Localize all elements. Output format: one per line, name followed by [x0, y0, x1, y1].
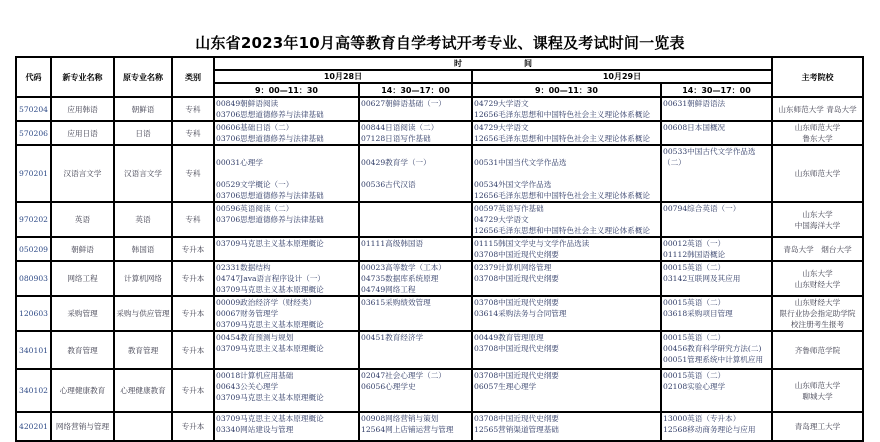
oct29-pm-courses: [661, 331, 772, 369]
course-item: 03708中国近现代史纲要: [474, 414, 559, 423]
course-item: 03709马克思主义基本原理概论: [216, 239, 324, 248]
course-item: 12656毛泽东思想和中国特色社会主义理论体系概论: [474, 110, 651, 119]
oct29-pm-courses: [661, 296, 772, 331]
course-item: 00844日语阅读（二）: [361, 123, 439, 132]
old-major-name: 教育管理: [114, 331, 172, 369]
table-row: [16, 296, 863, 331]
course-item: 03618采购项目管理: [663, 309, 733, 318]
old-major-name: 采购与供应管理: [114, 296, 172, 331]
major-code: 050209: [16, 237, 51, 261]
exam-schedule-table: [15, 56, 864, 442]
course-item: 03708中国近现代史纲要: [474, 298, 559, 307]
school-name: 山东师范大学: [794, 380, 841, 390]
header-old-major: 原专业名称: [114, 57, 172, 97]
header-oct29-am: 9：00—11：30: [472, 83, 661, 97]
major-code: 570206: [16, 121, 51, 145]
course-item: 03142互联网及其应用: [663, 274, 741, 283]
school-name: 齐鲁师范学院: [794, 345, 841, 355]
oct29-am-courses: [472, 237, 661, 261]
oct29-pm-courses: [661, 202, 772, 237]
oct28-pm-courses: [359, 261, 472, 296]
course-item: 03709马克思主义基本原理概论: [216, 344, 324, 353]
school-cell: [772, 261, 863, 296]
major-code: 970202: [16, 202, 51, 237]
course-item: 03615采购绩效管理: [361, 298, 431, 307]
oct28-am-courses: [214, 261, 359, 296]
new-major-name: 应用韩语: [51, 97, 114, 121]
old-major-name: 朝鲜语: [114, 97, 172, 121]
course-item: 03708中国近现代史纲要: [474, 274, 559, 283]
course-item: 00534外国文学作品选: [474, 180, 552, 189]
school-cell: [772, 202, 863, 237]
oct29-am-courses: [472, 331, 661, 369]
course-item: 04747Java语言程序设计（一）: [216, 274, 325, 283]
old-major-name: 心理健康教育: [114, 369, 172, 412]
oct28-am-courses: [214, 412, 359, 441]
course-item: 01111高级韩国语: [361, 239, 424, 248]
course-item: 00597英语写作基础: [474, 204, 544, 213]
oct29-am-courses: [472, 412, 661, 441]
course-item: 02108实验心理学: [663, 382, 726, 391]
header-oct29-pm: 14：30—17：00: [661, 83, 772, 97]
course-item: 01115韩国文学史与文学作品选读: [474, 239, 590, 248]
course-item: [361, 168, 470, 179]
course-item: 00015英语（二）: [663, 371, 726, 380]
major-code: 570204: [16, 97, 51, 121]
oct29-pm-courses: [661, 261, 772, 296]
course-item: 00018计算机应用基础: [216, 371, 294, 380]
course-item: 04729大学语文: [474, 215, 529, 224]
course-item: 00631朝鲜语语法: [663, 99, 726, 108]
course-item: 00015英语（二）: [663, 298, 726, 307]
level: 专科: [172, 121, 214, 145]
course-item: 03709马克思主义基本原理概论: [216, 393, 324, 402]
course-item: （二）: [663, 158, 686, 167]
header-time: 时 间: [214, 57, 772, 70]
course-item: 13000英语（专升本）: [663, 414, 741, 423]
course-item: [474, 168, 659, 179]
course-item: 06057生理心理学: [474, 382, 537, 391]
level: 专科: [172, 97, 214, 121]
new-major-name: 网络营销与管理: [51, 412, 114, 441]
new-major-name: 心理健康教育: [51, 369, 114, 412]
oct28-am-courses: [214, 97, 359, 121]
old-major-name: 汉语言文学: [114, 145, 172, 202]
page-title: 山东省2023年10月高等教育自学考试开考专业、课程及考试时间一览表: [195, 34, 685, 52]
course-item: 03706思想道德修养与法律基础: [216, 191, 324, 200]
table-row: [16, 237, 863, 261]
course-item: 03706思想道德修养与法律基础: [216, 215, 324, 224]
school-cell: [772, 237, 863, 261]
oct29-pm-courses: [661, 237, 772, 261]
course-item: 00015英语（二）: [663, 333, 726, 342]
course-item: 03709马克思主义基本原理概论: [216, 320, 324, 329]
course-item: [216, 168, 357, 179]
course-item: 12564网上店铺运营与管理: [361, 425, 454, 434]
header-school: 主考院校: [772, 57, 863, 97]
major-code: 420201: [16, 412, 51, 441]
course-item: 00908网络营销与策划: [361, 414, 439, 423]
header-oct28-pm: 14：30—17：00: [359, 83, 472, 97]
old-major-name: 日语: [114, 121, 172, 145]
course-item: 00429教育学（一）: [361, 158, 431, 167]
oct29-am-courses: [472, 97, 661, 121]
school-name: 中国海洋大学: [794, 220, 841, 230]
course-item: 00794综合英语（一）: [663, 204, 741, 213]
course-item: 03708中国近现代史纲要: [474, 344, 559, 353]
oct28-am-courses: [214, 202, 359, 237]
course-item: 03340网站建设与管理: [216, 425, 294, 434]
course-item: 04729大学语文: [474, 99, 529, 108]
level: 专升本: [172, 331, 214, 369]
course-item: 00454教育预测与规划: [216, 333, 294, 342]
oct29-am-courses: [472, 202, 661, 237]
course-item: 00608日本国概况: [663, 123, 726, 132]
header-code: 代码: [16, 57, 51, 97]
oct29-pm-courses: [661, 369, 772, 412]
level: 专升本: [172, 261, 214, 296]
school-cell: [772, 331, 863, 369]
course-item: 12565营销渠道管理基础: [474, 425, 559, 434]
major-code: 340102: [16, 369, 51, 412]
oct28-pm-courses: [359, 202, 472, 237]
course-item: 03709马克思主义基本原理概论: [216, 414, 324, 423]
oct29-pm-courses: [661, 412, 772, 441]
course-item: 00531中国当代文学作品选: [474, 158, 567, 167]
course-item: [361, 146, 470, 157]
new-major-name: 应用日语: [51, 121, 114, 145]
school-name: 聊城大学: [802, 391, 833, 401]
oct29-am-courses: [472, 296, 661, 331]
oct28-am-courses: [214, 121, 359, 145]
oct28-am-courses: [214, 145, 359, 202]
oct28-pm-courses: [359, 237, 472, 261]
course-item: 02379计算机网络管理: [474, 263, 552, 272]
course-item: 02047社会心理学（二）: [361, 371, 446, 380]
course-item: 00456教育科学研究方法(二): [663, 344, 762, 353]
oct28-am-courses: [214, 237, 359, 261]
oct28-pm-courses: [359, 369, 472, 412]
old-major-name: 英语: [114, 202, 172, 237]
oct29-pm-courses: [661, 121, 772, 145]
school-name: 校注册考生报考: [790, 320, 845, 329]
new-major-name: 朝鲜语: [51, 237, 114, 261]
course-item: 12656毛泽东思想和中国特色社会主义理论体系概论: [474, 226, 651, 235]
oct29-pm-courses: [661, 145, 772, 202]
course-item: 07128日语写作基础: [361, 134, 431, 143]
course-item: 00529文学概论（一）: [216, 180, 294, 189]
school-name: 山东师范大学: [794, 169, 841, 178]
level: 专科: [172, 202, 214, 237]
school-name: 山东财经大学: [794, 279, 841, 289]
course-item: 00533中国古代文学作品选: [663, 147, 756, 156]
table-row: [16, 331, 863, 369]
oct28-am-courses: [214, 296, 359, 331]
oct28-pm-courses: [359, 97, 472, 121]
course-item: 00536古代汉语: [361, 180, 416, 189]
oct28-am-courses: [214, 369, 359, 412]
school-name: 青岛大学 烟台大学: [783, 244, 852, 254]
old-major-name: 韩国语: [114, 237, 172, 261]
course-item: 04729大学语文: [474, 123, 529, 132]
course-item: 00627朝鲜语基础（一）: [361, 99, 446, 108]
course-item: 03706思想道德修养与法律基础: [216, 134, 324, 143]
old-major-name: [114, 412, 172, 441]
course-item: 00849朝鲜语阅读: [216, 99, 279, 108]
table-row: [16, 369, 863, 412]
school-cell: [772, 121, 863, 145]
header-date-oct28: 10月28日: [214, 70, 472, 83]
school-name: 山东师范大学: [794, 123, 841, 132]
course-item: 00015英语（二）: [663, 263, 726, 272]
course-item: 12656毛泽东思想和中国特色社会主义理论体系概论: [474, 191, 651, 200]
course-item: 04735数据库系统原理: [361, 274, 439, 283]
course-item: [474, 146, 659, 157]
course-item: 12656毛泽东思想和中国特色社会主义理论体系概论: [474, 134, 651, 143]
level: 专升本: [172, 237, 214, 261]
header-date-oct29: 10月29日: [472, 70, 772, 83]
course-item: 00606基础日语（二）: [216, 123, 294, 132]
oct29-pm-courses: [661, 97, 772, 121]
major-code: 120603: [16, 296, 51, 331]
school-cell: [772, 296, 863, 331]
course-item: 00449教育管理原理: [474, 333, 544, 342]
school-name: 鲁东大学: [802, 134, 833, 143]
school-name: 山东大学: [802, 268, 833, 278]
school-cell: [772, 97, 863, 121]
level: 专升本: [172, 412, 214, 441]
level: 专升本: [172, 296, 214, 331]
course-item: 01112韩国语概论: [663, 250, 726, 259]
oct28-pm-courses: [359, 412, 472, 441]
course-item: 03708中国近现代史纲要: [474, 250, 559, 259]
oct28-pm-courses: [359, 121, 472, 145]
table-row: [16, 145, 863, 202]
new-major-name: 英语: [51, 202, 114, 237]
oct29-am-courses: [472, 369, 661, 412]
school-cell: [772, 369, 863, 412]
course-item: 03614采购法务与合同管理: [474, 309, 567, 318]
school-name: 山东财经大学: [794, 298, 841, 307]
course-item: 03709马克思主义基本原理概论: [216, 285, 324, 294]
oct29-am-courses: [472, 145, 661, 202]
course-item: 00051管理系统中计算机应用: [663, 355, 764, 364]
level: 专科: [172, 145, 214, 202]
header-new-major: 新专业名称: [51, 57, 114, 97]
course-item: 00596英语阅读（二）: [216, 204, 294, 213]
table-row: [16, 261, 863, 296]
oct29-am-courses: [472, 261, 661, 296]
table-row: [16, 412, 863, 441]
course-item: 03706思想道德修养与法律基础: [216, 110, 324, 119]
new-major-name: 教育管理: [51, 331, 114, 369]
major-code: 970201: [16, 145, 51, 202]
course-item: 00067财务管理学: [216, 309, 279, 318]
course-item: [216, 146, 357, 157]
major-code: 080903: [16, 261, 51, 296]
new-major-name: 网络工程: [51, 261, 114, 296]
school-name: 限行业协会指定助学院: [779, 309, 856, 318]
oct28-pm-courses: [359, 296, 472, 331]
table-row: [16, 121, 863, 145]
new-major-name: 汉语言文学: [51, 145, 114, 202]
oct28-am-courses: [214, 331, 359, 369]
course-item: 02331数据结构: [216, 263, 271, 272]
course-item: 00009政治经济学（财经类）: [216, 298, 317, 307]
course-item: 03708中国近现代史纲要: [474, 371, 559, 380]
old-major-name: 计算机网络: [114, 261, 172, 296]
school-name: 青岛理工大学: [794, 422, 841, 431]
school-cell: [772, 412, 863, 441]
oct28-pm-courses: [359, 145, 472, 202]
course-item: 00023高等数学（工本）: [361, 263, 446, 272]
course-item: 00451教育经济学: [361, 333, 424, 342]
level: 专升本: [172, 369, 214, 412]
header-oct28-am: 9：00—11：30: [214, 83, 359, 97]
major-code: 340101: [16, 331, 51, 369]
course-item: 12568移动商务理论与应用: [663, 425, 756, 434]
table-row: [16, 202, 863, 237]
school-name: 山东师范大学 青岛大学: [778, 104, 857, 114]
course-item: 06056心理学史: [361, 382, 416, 391]
oct28-pm-courses: [359, 331, 472, 369]
table-row: [16, 97, 863, 121]
new-major-name: 采购管理: [51, 296, 114, 331]
school-name: 山东大学: [802, 209, 833, 219]
course-item: 04749网络工程: [361, 285, 416, 294]
school-cell: [772, 145, 863, 202]
course-item: 00643公关心理学: [216, 382, 279, 391]
course-item: 00031心理学: [216, 158, 263, 167]
course-item: 00012英语（一）: [663, 239, 726, 248]
header-level: 类别: [172, 57, 214, 97]
oct29-am-courses: [472, 121, 661, 145]
